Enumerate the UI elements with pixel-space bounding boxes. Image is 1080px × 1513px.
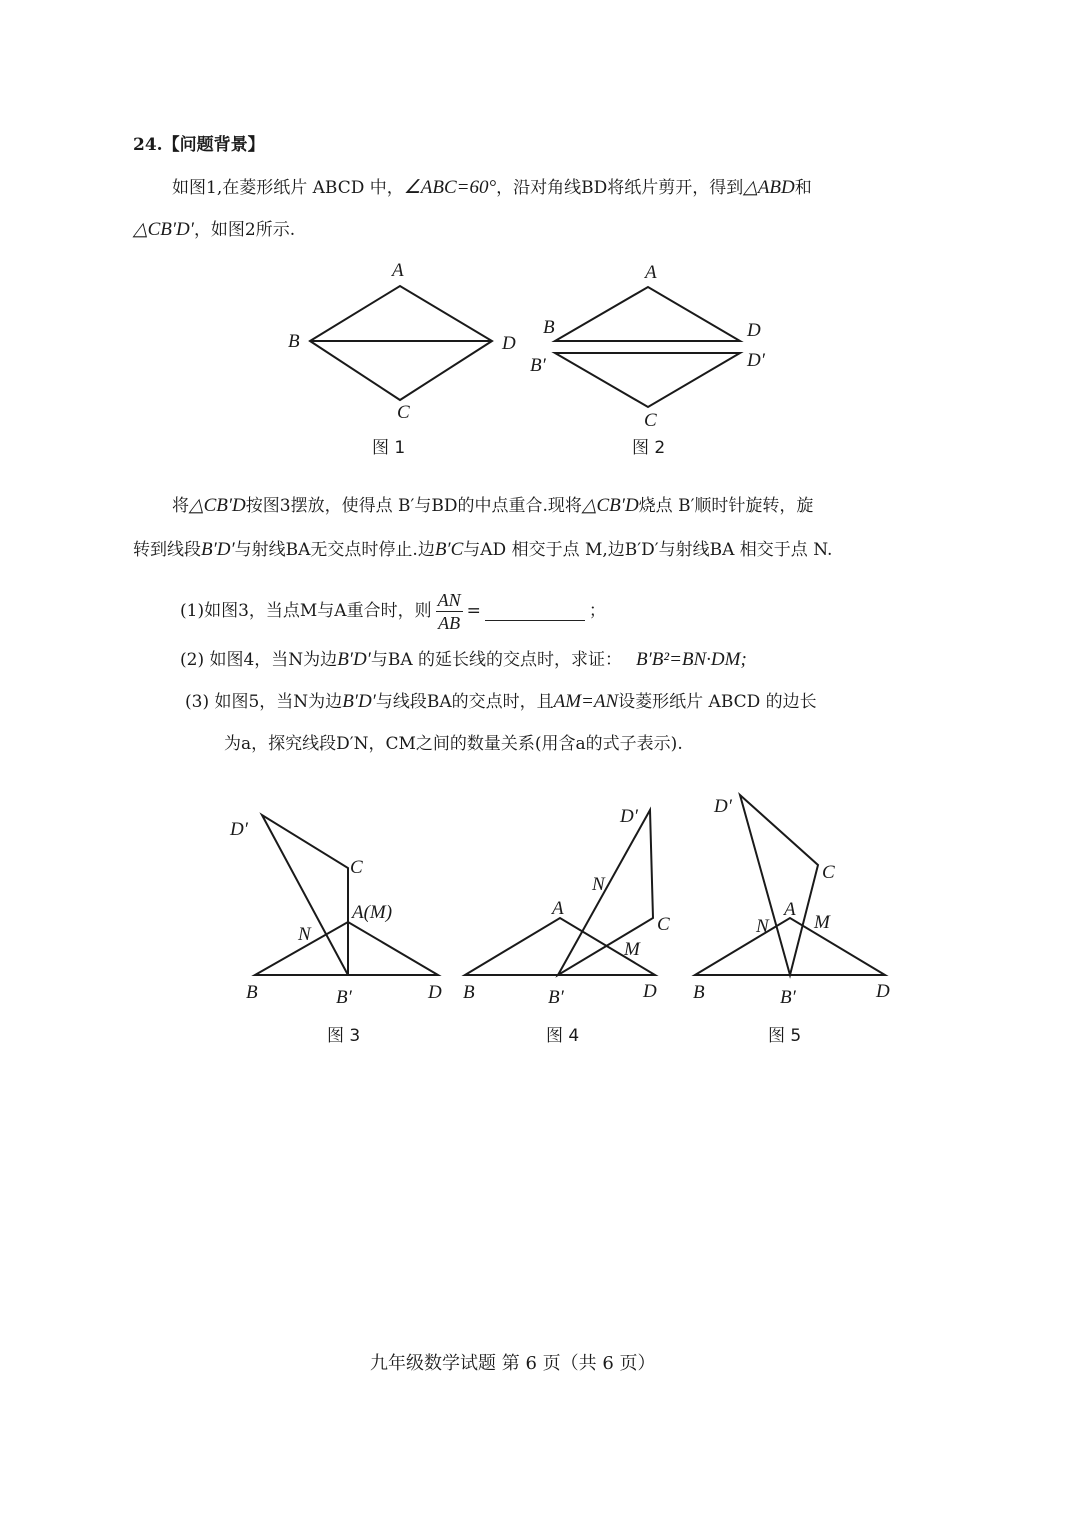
q3-condition: AM=AN (553, 691, 619, 712)
fig2-caption: 图 2 (632, 438, 666, 458)
para3-text-c: 烧点 B′顺时针旋转，旋 (638, 496, 814, 516)
figure-3 (229, 815, 442, 1046)
fig2-label-c: C (644, 410, 657, 431)
fig5-label-b-prime: B′ (780, 987, 796, 1008)
segment-bd: B′D′ (201, 539, 235, 560)
fig2-label-a: A (645, 262, 657, 283)
triangle-cbd: △CB′D′ (133, 219, 194, 240)
fig3-label-c: C (350, 857, 363, 878)
triangle-cbd-3: △CB′D (189, 495, 246, 516)
angle-abc: ∠ABC=60° (403, 177, 497, 198)
para1-text-c: 和 (794, 178, 812, 198)
fig2-label-b: B (543, 317, 555, 338)
q1-text: (1)如图3，当点M与A重合时，则 (180, 601, 432, 621)
fig5-label-b: B (693, 982, 705, 1003)
fig2-label-b-prime: B′ (530, 355, 546, 376)
q3-text-b: 与线段BA的交点时，且 (375, 692, 554, 712)
fig4-label-c: C (657, 914, 670, 935)
fig4-label-b: B (463, 982, 475, 1003)
fig3-label-am: A(M) (352, 902, 393, 923)
question-3-line2: 为a，探究线段D′N，CM之间的数量关系(用含a的式子表示). (224, 734, 683, 754)
q1-equals: = (466, 601, 481, 621)
fraction-numerator: AN (437, 590, 461, 610)
fig4-label-d: D (643, 981, 657, 1002)
fig3-triangle-cbd (262, 815, 348, 975)
figure-4 (463, 806, 670, 1046)
fig5-label-c: C (822, 862, 835, 883)
problem-heading: 24.【问题背景】 (133, 135, 265, 155)
fig3-label-n: N (298, 924, 311, 945)
q2-text-a: (2) 如图4，当N为边 (180, 650, 338, 670)
fig1-label-c: C (397, 402, 410, 423)
q3-text-c: 设菱形纸片 ABCD 的边长 (618, 692, 817, 712)
fig4-label-a: A (552, 898, 564, 919)
fig5-caption: 图 5 (768, 1026, 802, 1046)
fig3-label-d: D (428, 982, 442, 1003)
fig5-triangle-cbd (740, 795, 818, 975)
fig4-label-n: N (592, 874, 605, 895)
q3-text-a: (3) 如图5，当N为边 (185, 692, 343, 712)
para1-text-a: 如图1,在菱形纸片 ABCD 中， (172, 178, 404, 198)
fig3-triangle-abd (255, 922, 438, 975)
fig5-label-n: N (756, 916, 769, 937)
para4-text-a: 转到线段 (133, 540, 201, 560)
fig1-label-d: D (502, 333, 516, 354)
fig5-triangle-abd (695, 918, 885, 975)
para4-text-c: 与AD 相交于点 M,边B′D′与射线BA 相交于点 N. (463, 540, 833, 560)
fig4-label-b-prime: B′ (548, 987, 564, 1008)
fig1-caption: 图 1 (372, 438, 406, 458)
para3-text-b: 按图3摆放，使得点 B′与BD的中点重合.现将 (245, 496, 582, 516)
fig5-label-a: A (784, 899, 796, 920)
fig5-label-d: D (876, 981, 890, 1002)
fig3-label-b-prime: B′ (336, 987, 352, 1008)
fig1-label-b: B (288, 331, 300, 352)
fig3-label-b: B (246, 982, 258, 1003)
fig2-label-d-prime: D′ (747, 350, 765, 371)
q3-segment: B′D′ (342, 691, 376, 712)
fig2-label-d: D (747, 320, 761, 341)
fig4-caption: 图 4 (546, 1026, 580, 1046)
para1-text-b: ，沿对角线BD将纸片剪开，得到 (496, 178, 744, 198)
q1-end: ； (588, 601, 606, 621)
fig1-label-a: A (392, 260, 404, 281)
fig3-caption: 图 3 (327, 1026, 361, 1046)
q2-formula: B′B²=BN·DM; (636, 649, 747, 670)
page-footer: 九年级数学试题 第 6 页（共 6 页） (370, 1353, 656, 1374)
triangle-cbd-3b: △CB′D (581, 495, 639, 516)
figure-5 (693, 795, 890, 1046)
para4-text-b: 与射线BA无交点时停止.边 (234, 540, 435, 560)
q2-segment: B′D′ (337, 649, 371, 670)
para2-text: ，如图2所示. (193, 220, 296, 240)
triangle-abd: △ABD (743, 177, 795, 198)
fig5-label-d-prime: D′ (714, 796, 732, 817)
para3-text-a: 将 (172, 496, 189, 516)
q2-text-b: 与BA 的延长线的交点时，求证： (370, 650, 623, 670)
fig3-label-d-prime: D′ (230, 819, 248, 840)
fig4-label-d-prime: D′ (620, 806, 638, 827)
fraction-denominator: AB (438, 613, 461, 633)
segment-bc: B′C (434, 539, 464, 560)
fig4-label-m: M (624, 939, 640, 960)
fig5-label-m: M (814, 912, 830, 933)
